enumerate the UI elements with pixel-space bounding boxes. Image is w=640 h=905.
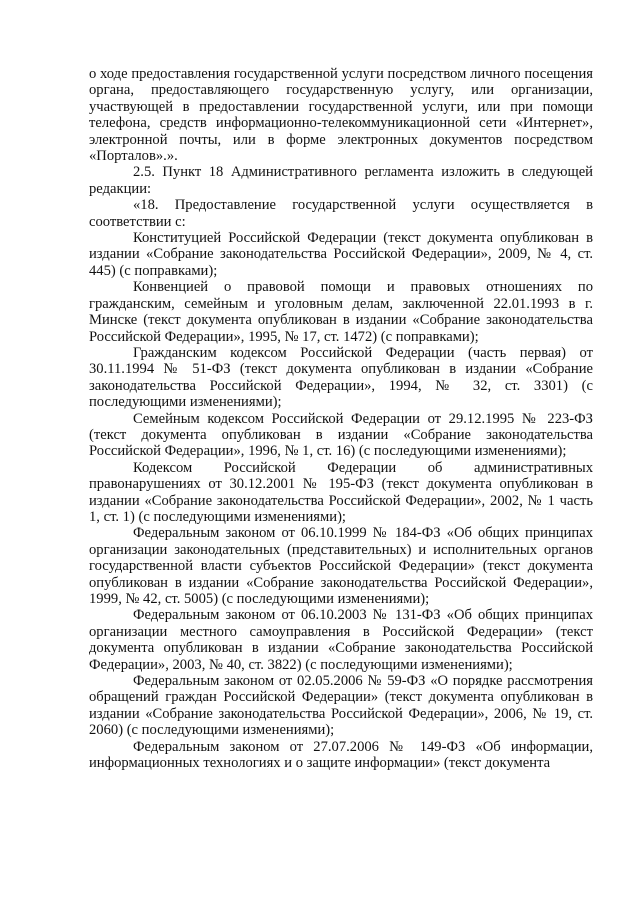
paragraph-law-184: Федеральным законом от 06.10.1999 № 184-ФЗ «Об общих принципах организации законодательных (представительных) и исполнительных органов государственной власти субъектов Российской Федерации» (текст документа опубликован в издании «Собрание законодательства Российской Федерации», 1999, № 42, ст. 5005) (с последующими изменениями); bbox=[89, 525, 593, 607]
paragraph-administrative-code: Кодексом Российской Федерации об административных правонарушениях от 30.12.2001 № 195-ФЗ (текст документа опубликован в издании «Собрание законодательства Российской Федерации», 2002, № 1 часть 1, ст. 1) (с последующими изменениями); bbox=[89, 459, 593, 525]
paragraph-clause-18: «18. Предоставление государственной услуги осуществляется в соответствии с: bbox=[89, 197, 593, 230]
paragraph-clause-2-5: 2.5. Пункт 18 Административного регламента изложить в следующей редакции: bbox=[89, 164, 593, 197]
paragraph-civil-code: Гражданским кодексом Российской Федерации (часть первая) от 30.11.1994 № 51-ФЗ (текст документа опубликован в издании «Собрание законодательства Российской Федерации», 1994, № 32, ст. 3301) (с последующими изменениями); bbox=[89, 344, 593, 411]
paragraph-continuation: о ходе предоставления государственной услуги посредством личного посещения органа, предоставляющего государственную услугу, или организации, участвующей в предоставлении государственной услуги, или при помощи телефона, средств информационно-телекоммуникационной сети «Интернет», электронной почты, или в форме электронных документов посредством «Порталов».». bbox=[89, 66, 593, 165]
paragraph-law-131: Федеральным законом от 06.10.2003 № 131-ФЗ «Об общих принципах организации местного самоуправления в Российской Федерации» (текст документа опубликован в издании «Собрание законодательства Российской Федерации», 2003, № 40, ст. 3822) (с последующими изменениями); bbox=[89, 607, 593, 673]
paragraph-convention: Конвенцией о правовой помощи и правовых отношениях по гражданским, семейным и уголовным делам, заключенной 22.01.1993 в г. Минске (текст документа опубликован в издании «Собрание законодательства Российской Федерации», 1995, № 17, ст. 1472) (с поправками); bbox=[89, 279, 593, 345]
paragraph-constitution: Конституцией Российской Федерации (текст документа опубликован в издании «Собрание законодательства Российской Федерации», 2009, № 4, ст. 445) (с поправками); bbox=[89, 230, 593, 279]
paragraph-family-code: Семейным кодексом Российской Федерации от 29.12.1995 № 223-ФЗ (текст документа опубликован в издании «Собрание законодательства Российской Федерации», 1996, № 1, ст. 16) (с последующими изменениями); bbox=[89, 410, 593, 460]
paragraph-law-59: Федеральным законом от 02.05.2006 № 59-ФЗ «О порядке рассмотрения обращений граждан Российской Федерации» (текст документа опубликован в издании «Собрание законодательства Российской Федерации», 2006, № 19, ст. 2060) (с последующими изменениями); bbox=[89, 673, 593, 739]
document-page bbox=[89, 66, 593, 771]
paragraph-law-149: Федеральным законом от 27.07.2006 № 149-ФЗ «Об информации, информационных технологиях и о защите информации» (текст документа bbox=[89, 738, 593, 772]
